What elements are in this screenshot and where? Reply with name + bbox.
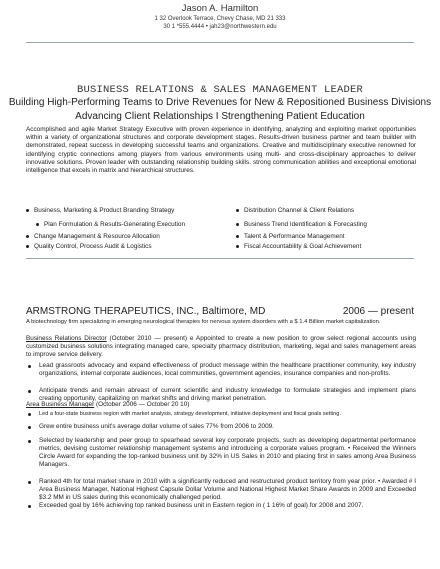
achievement-bullet: Selected by leadership and peer group to spearhead several key corporate projects, such as developing departmental performance metrics, devising customer relationship management systems and introducing a corporate values program. • Received the Winners Circle Award for expanding the top-ranked business unit by 32% in US Sales in 2010 and placing first in sales among Area Business Managers. <box>26 437 416 469</box>
role-1-summary <box>26 335 416 360</box>
skill-item: Talent & Performance Management <box>236 233 345 241</box>
achievement-bullet: Led a four-state business region with market analysis, strategy development, initiative deployment and fiscal goals setting. <box>26 410 416 418</box>
bullet-icon <box>28 390 31 393</box>
summary-subtitle: Building High-Performing Teams to Drive Revenues for New & Repositioned Business Divisions <box>8 97 432 108</box>
bullet-icon <box>26 245 29 248</box>
bullet-icon <box>236 235 239 238</box>
header-divider <box>26 42 414 43</box>
role-2-title: Area Business Manager <box>26 401 95 408</box>
employment-dates: 2006 — present <box>342 306 414 317</box>
skill-item: Business Trend Identification & Forecasting <box>236 221 367 229</box>
bullet-icon <box>28 481 31 484</box>
achievement-bullet: Exceeded goal by 16% achieving top ranked business unit in Eastern region in ( 1 16% of goal) for 2008 and 2007. <box>26 502 416 510</box>
bullet-icon <box>236 223 239 226</box>
skill-item: Business, Marketing & Product Branding Strategy <box>26 207 174 215</box>
bullet-icon <box>28 413 31 416</box>
bullet-icon <box>28 365 31 368</box>
bullet-icon <box>236 209 239 212</box>
achievement-bullet: Anticipate trends and remain abreast of current scientific and industry knowledge to formulate strategies and implement plans creating opportunity, capitalizing on market shifts and driving market penetration. <box>26 387 416 403</box>
bullet-icon <box>28 426 31 429</box>
bullet-icon <box>28 505 31 508</box>
resume-header <box>0 3 440 31</box>
section-divider <box>26 258 414 259</box>
achievement-bullet: Grew entire business unit's average dollar volume of sales 77% from 2006 to 2009. <box>26 423 416 431</box>
summary-title: BUSINESS RELATIONS & SALES MANAGEMENT LEADER <box>76 84 364 96</box>
skill-item: Change Management & Resource Allocation <box>26 233 160 241</box>
skill-item: Plan Formulation & Results-Generating Execution <box>36 221 185 229</box>
bullet-icon <box>28 440 31 443</box>
contact-line: 30 1 *555.4444 • jah23@northwestern.edu <box>163 24 277 30</box>
bullet-icon <box>236 245 239 248</box>
company-description: A biotechnology firm specializing in emerging neurological therapies for nervous system disorders with a $ 1.4 Billion market capitalization. <box>26 319 381 325</box>
role-1-text: (October 2010 — present) e Appointed to create a new position to grow select regional accounts using customized business solutions integrating managed care, specialty pharmacy distribution, marketing, legal and sales management areas to improve service delivery. <box>26 335 417 359</box>
role-2-heading <box>26 401 416 409</box>
address-line: 1 32 Overlook Terrace, Chevy Chase, MD 21 333 <box>154 16 286 22</box>
achievement-bullet: Ranked 4th for total market share in 2010 with a significantly reduced and restructured product territory from year prior. • Awarded # I Area Business Manager, National Highest Capsule Dollar Volume and National Highest Market Share Awards in 2009 and Exceeded $3.2 MM in US sales during this economically challenged period. <box>26 478 416 502</box>
bullet-icon <box>26 209 29 212</box>
achievement-bullet: Lead grassroots advocacy and expand effectiveness of product message within the healthcare practitioner community, key industry organizations, internal corporate audiences, local communities, government agencies, insurance companies and non-profits. <box>26 362 416 378</box>
skill-item: Distribution Channel & Client Relations <box>236 207 354 215</box>
bullet-icon <box>26 235 29 238</box>
role-1-title: Business Relations Director <box>26 335 107 342</box>
summary-subtitle-2: Advancing Client Relationships I Strengthening Patient Education <box>75 111 365 122</box>
summary-paragraph: Accomplished and agile Market Strategy Executive with proven experience in identifying, analyzing and exploiting market opportunities within a variety of organizational structures and corporate development stages. Results-driven business partner and team builder with demonstrated, repeat success in developing successful teams and organizations. Creative and multidisciplinary executive renowned for identifying cryptic connections among players from various environments using multi- and cross-disciplinary approaches to deliver innovative solutions. Proven leader with outstanding relationship building skills. strong communication abilities and exceptional emotional intelligence that excels in matrix and hierarchical structures. <box>26 126 416 175</box>
bullet-icon <box>36 223 39 226</box>
skill-item: Quality Control, Process Audit & Logistics <box>26 243 152 251</box>
role-2-dates: (October 2006 — October 20 10) <box>94 401 190 408</box>
skill-item: Fiscal Accountability & Goal Achievement <box>236 243 361 251</box>
candidate-name: Jason A. Hamilton <box>181 3 259 14</box>
company-name: ARMSTRONG THERAPEUTICS, INC., Baltimore, MD <box>26 306 266 317</box>
